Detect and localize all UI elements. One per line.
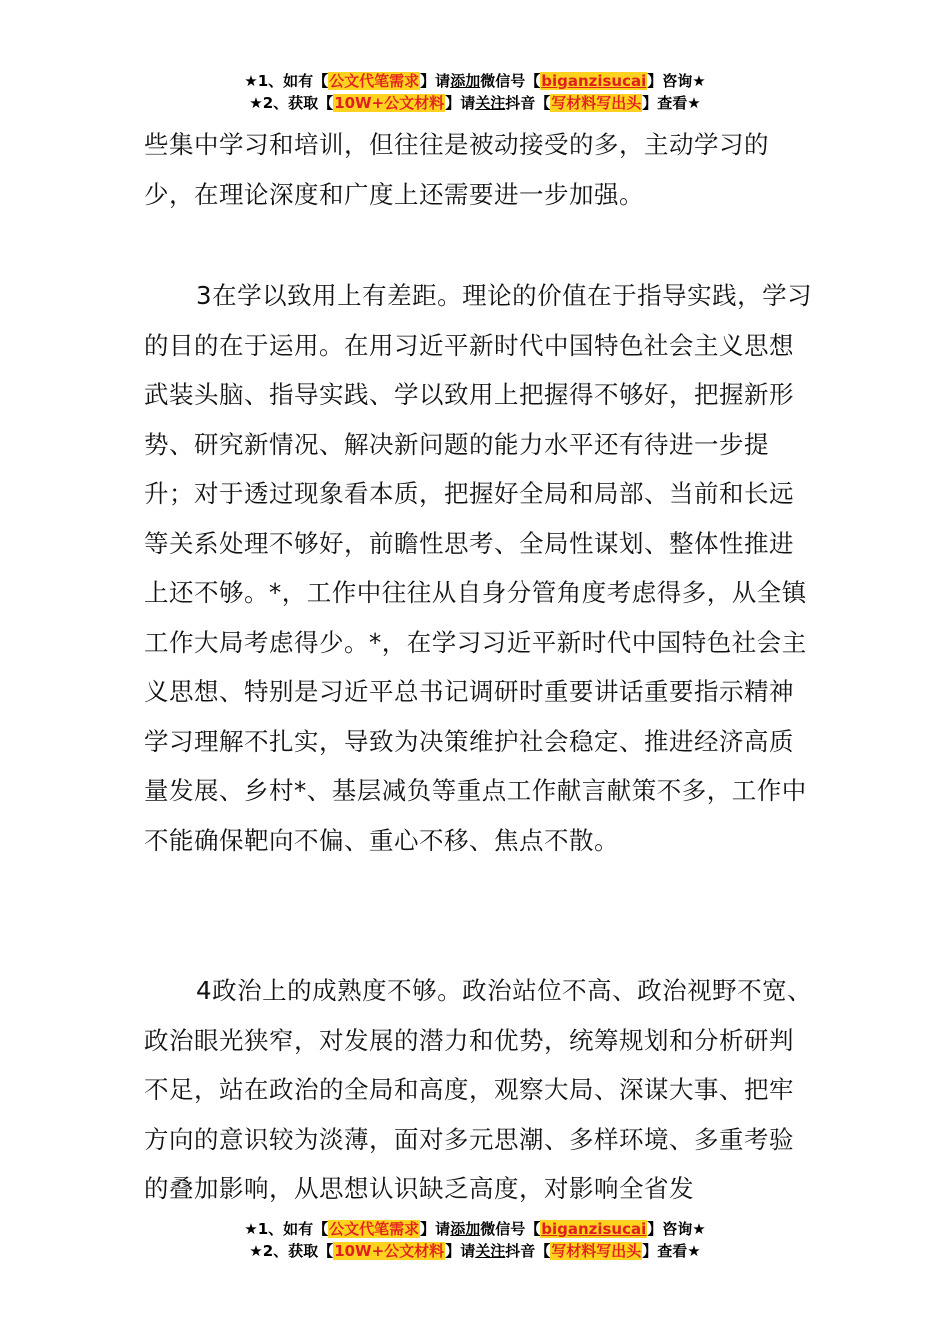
banner-text: 】咨询★ (647, 72, 706, 90)
banner-highlight: 10W+公文材料 (334, 94, 445, 112)
banner-text: 】咨询★ (647, 1220, 706, 1238)
banner-line-1 (0, 70, 950, 92)
banner-text: 】请 (445, 1242, 476, 1260)
banner-line-1 (0, 1218, 950, 1240)
paragraph-4 (144, 966, 814, 1214)
banner-text: 】查看★ (642, 1242, 701, 1260)
paragraph-3 (144, 271, 814, 865)
banner-text: ★1、如有【 (244, 72, 329, 90)
paragraph-continued (144, 120, 814, 219)
banner-highlight: biganzisucai (541, 1220, 647, 1238)
banner-text: 微信号【 (480, 72, 541, 90)
footer-banner (0, 1218, 950, 1262)
banner-text: 关注 (475, 94, 506, 112)
banner-highlight: 写材料写出头 (551, 94, 642, 112)
banner-text: 添加 (450, 1220, 481, 1238)
banner-text: 】请 (445, 94, 476, 112)
banner-line-2 (0, 1240, 950, 1262)
banner-highlight: biganzisucai (541, 72, 647, 90)
banner-line-2 (0, 92, 950, 114)
banner-text: ★2、获取【 (249, 94, 334, 112)
banner-highlight: 公文代笔需求 (329, 1220, 420, 1238)
paragraph-text: 些集中学习和培训，但往往是被动接受的多，主动学习的少，在理论深度和广度上还需要进一步加强。 (144, 130, 769, 209)
banner-text: 添加 (450, 72, 481, 90)
banner-text: 】查看★ (642, 94, 701, 112)
paragraph-text: 4政治上的成熟度不够。政治站位不高、政治视野不宽、政治眼光狭窄，对发展的潜力和优势，统筹规划和分析研判不足，站在政治的全局和高度，观察大局、深谋大事、把牢方向的意识较为淡薄，面对多元思潮、多样环境、多重考验的叠加影响，从思想认识缺乏高度，对影响全省发 (144, 976, 813, 1203)
banner-highlight: 10W+公文材料 (334, 1242, 445, 1260)
banner-text: 】请 (420, 72, 451, 90)
paragraph-text: 3在学以致用上有差距。理论的价值在于指导实践，学习的目的在于运用。在用习近平新时代中国特色社会主义思想武装头脑、指导实践、学以致用上把握得不够好，把握新形势、研究新情况、解决新问题的能力水平还有待进一步提升；对于透过现象看本质，把握好全局和局部、当前和长远等关系处理不够好，前瞻性思考、全局性谋划、整体性推进上还不够。*，工作中往往从自身分管角度考虑得多，从全镇工作大局考虑得少。*，在学习习近平新时代中国特色社会主义思想、特别是习近平总书记调研时重要讲话重要指示精神学习理解不扎实，导致为决策维护社会稳定、推进经济高质量发展、乡村*、基层减负等重点工作献言献策不多，工作中不能确保靶向不偏、重心不移、焦点不散。 (144, 281, 813, 855)
banner-text: 抖音【 (505, 94, 551, 112)
banner-text: 】请 (420, 1220, 451, 1238)
banner-text: 微信号【 (480, 1220, 541, 1238)
banner-text: 关注 (475, 1242, 506, 1260)
banner-highlight: 公文代笔需求 (329, 72, 420, 90)
header-banner (0, 70, 950, 114)
banner-highlight: 写材料写出头 (551, 1242, 642, 1260)
banner-text: ★2、获取【 (249, 1242, 334, 1260)
banner-text: ★1、如有【 (244, 1220, 329, 1238)
banner-text: 抖音【 (505, 1242, 551, 1260)
